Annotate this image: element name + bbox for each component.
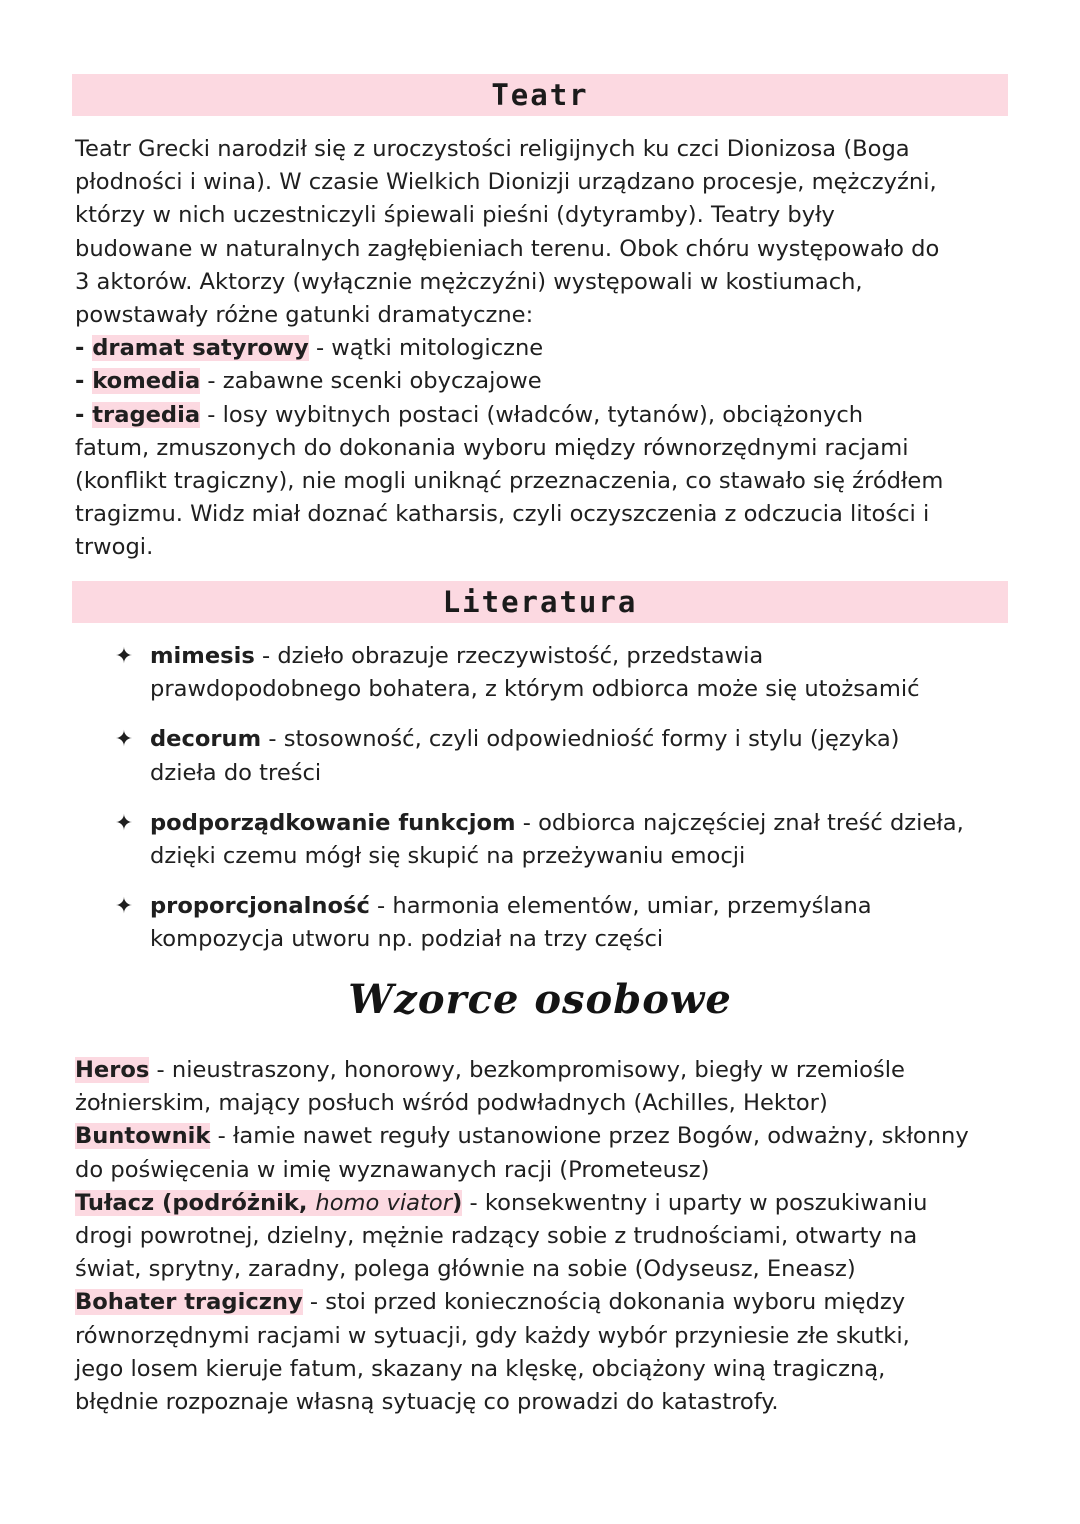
text-line: budowane w naturalnych zagłębieniach terenu. Obok chóru występowało do <box>75 235 940 262</box>
term: Tułacz (podróżnik, <box>75 1189 316 1216</box>
genre-desc: - losy wybitnych postaci (władców, tytanów), obciążonych <box>200 401 864 428</box>
list-item-line <box>150 723 1010 756</box>
text-line: płodności i wina). W czasie Wielkich Dionizji urządzano procesje, mężczyźni, <box>75 169 937 196</box>
definition-continued: dzieła do treści <box>150 759 322 786</box>
text-line: błędnie rozpoznaje własną sytuację co prowadzi do katastrofy. <box>75 1389 779 1416</box>
term: decorum <box>150 726 262 753</box>
definition: - łamie nawet reguły ustanowione przez Bogów, odważny, skłonny <box>210 1123 969 1150</box>
section-heading-wzorce: Wzorce osobowe <box>348 976 732 1023</box>
list-item-podporzadkowanie <box>110 807 1010 873</box>
genre-desc: - wątki mitologiczne <box>308 335 544 362</box>
genre-item-tragedia <box>75 399 1010 432</box>
text-line: świat, sprytny, zaradny, polega głównie na sobie (Odyseusz, Eneasz) <box>75 1256 856 1283</box>
genre-term: dramat satyrowy <box>92 335 309 362</box>
list-item-decorum <box>110 723 1010 789</box>
entry-buntownik <box>75 1120 1010 1153</box>
list-item-line <box>150 640 1010 673</box>
list-item-line <box>150 890 1010 923</box>
definition: - stoi przed koniecznością dokonania wyboru między <box>302 1289 906 1316</box>
term: mimesis <box>150 643 255 669</box>
section-heading-teatr: Teatr <box>72 74 1008 116</box>
definition: - harmonia elementów, umiar, przemyślana <box>369 893 872 920</box>
genre-dash: - <box>75 368 93 395</box>
literatura-list <box>110 640 1010 974</box>
definition: - nieustraszony, honorowy, bezkompromisowy, biegły w rzemiośle <box>149 1057 905 1083</box>
text-line: fatum, zmuszonych do dokonania wyboru między równorzędnymi racjami <box>75 434 909 461</box>
term: podporządkowanie funkcjom <box>150 809 516 836</box>
wzorce-paragraph <box>75 1054 1010 1419</box>
genre-dash: - <box>75 401 93 428</box>
term: Heros <box>75 1057 150 1083</box>
definition-continued: prawdopodobnego bohatera, z którym odbiorca może się utożsamić <box>150 676 920 703</box>
text-line: 3 aktorów. Aktorzy (wyłącznie mężczyźni) występowali w kostiumach, <box>75 268 863 295</box>
term: Buntownik <box>75 1123 211 1150</box>
definition-continued: kompozycja utworu np. podział na trzy części <box>150 926 664 953</box>
text-line: powstawały różne gatunki dramatyczne: <box>75 302 534 329</box>
list-item-mimesis <box>110 640 1010 706</box>
definition: - odbiorca najczęściej znał treść dzieła, <box>515 809 964 836</box>
genre-item-komedia <box>75 365 1010 398</box>
entry-heros <box>75 1054 1010 1087</box>
definition: - stosowność, czyli odpowiedniość formy i stylu (języka) <box>261 726 900 753</box>
genre-item-dramat-satyrowy <box>75 332 1010 365</box>
text-line: żołnierskim, mający posłuch wśród podwładnych (Achilles, Hektor) <box>75 1090 828 1117</box>
text-line: którzy w nich uczestniczyli śpiewali pieśni (dytyramby). Teatry były <box>75 202 835 229</box>
definition: - dzieło obrazuje rzeczywistość, przedstawia <box>254 643 764 669</box>
four-point-star-icon: ✦ <box>114 810 134 836</box>
list-item-proporcjonalnosc <box>110 890 1010 956</box>
text-line: trwogi. <box>75 534 154 561</box>
section-heading-literatura: Literatura <box>72 581 1008 623</box>
entry-tulacz <box>75 1187 1010 1220</box>
term-close: ) <box>452 1189 463 1216</box>
entry-bohater-tragiczny <box>75 1286 1010 1319</box>
teatr-paragraph <box>75 133 1010 565</box>
four-point-star-icon: ✦ <box>114 727 134 753</box>
genre-term: komedia <box>92 368 201 395</box>
term-group <box>75 1190 462 1216</box>
four-point-star-icon: ✦ <box>114 894 134 920</box>
text-line: Teatr Grecki narodził się z uroczystości religijnych ku czci Dionizosa (Boga <box>75 136 910 162</box>
term-italic: homo viator <box>315 1189 452 1216</box>
term: proporcjonalność <box>150 893 370 920</box>
text-line: drogi powrotnej, dzielny, mężnie radzący sobie z trudnościami, otwarty na <box>75 1223 918 1250</box>
list-item-line <box>150 807 1010 840</box>
genre-desc: - zabawne scenki obyczajowe <box>200 368 542 395</box>
genre-term: tragedia <box>92 401 201 428</box>
definition-continued: dzięki czemu mógł się skupić na przeżywaniu emocji <box>150 843 746 870</box>
text-line: (konflikt tragiczny), nie mogli uniknąć przeznaczenia, co stawało się źródłem <box>75 468 944 495</box>
term: Bohater tragiczny <box>75 1289 303 1316</box>
genre-dash: - <box>75 335 93 362</box>
text-line: tragizmu. Widz miał doznać katharsis, czyli oczyszczenia z odczucia litości i <box>75 501 930 528</box>
definition: - konsekwentny i uparty w poszukiwaniu <box>462 1189 928 1216</box>
text-line: do poświęcenia w imię wyznawanych racji (Prometeusz) <box>75 1156 710 1183</box>
text-line: równorzędnymi racjami w sytuacji, gdy każdy wybór przyniesie złe skutki, <box>75 1322 910 1349</box>
four-point-star-icon: ✦ <box>114 644 134 669</box>
text-line: jego losem kieruje fatum, skazany na klęskę, obciążony winą tragiczną, <box>75 1355 886 1382</box>
